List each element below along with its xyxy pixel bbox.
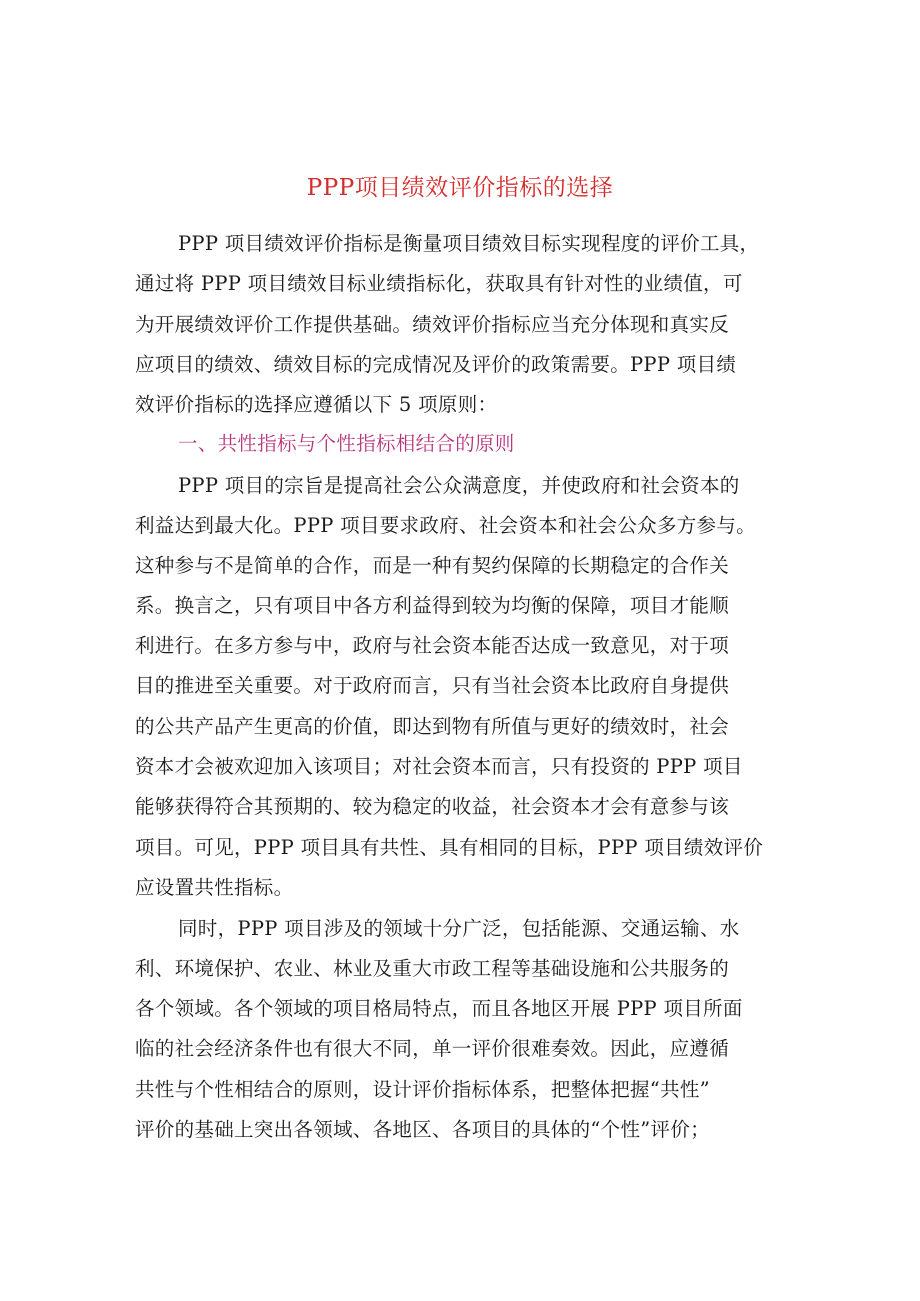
section-heading: 一、共性指标与个性指标相结合的原则 bbox=[178, 432, 515, 455]
paragraph2-line-4: 临的社会经济条件也有很大不同，单一评价很难奏效。因此，应遵循 bbox=[135, 1037, 730, 1060]
paragraph2-line-2: 利、环境保护、农业、林业及重大市政工程等基础设施和公共服务的 bbox=[135, 957, 730, 980]
paragraph2-line-6: 评价的基础上突出各领域、各地区、各项目的具体的“个性”评价； bbox=[135, 1118, 710, 1141]
intro-line-1: PPP 项目绩效评价指标是衡量项目绩效目标实现程度的评价工具， bbox=[178, 232, 760, 255]
paragraph1-line-7: 的公共产品产生更高的价值，即达到物有所值与更好的绩效时，社会 bbox=[135, 715, 730, 738]
paragraph1-line-3: 这种参与不是简单的合作，而是一种有契约保障的长期稳定的合作关 bbox=[135, 554, 730, 577]
paragraph1-line-5: 利进行。在多方参与中，政府与社会资本能否达成一致意见，对于项 bbox=[135, 634, 730, 657]
paragraph2-line-3: 各个领域。各个领域的项目格局特点，而且各地区开展 PPP 项目所面 bbox=[135, 997, 743, 1020]
intro-line-4: 应项目的绩效、绩效目标的完成情况及评价的政策需要。PPP 项目绩 bbox=[135, 353, 737, 376]
intro-line-5: 效评价指标的选择应遵循以下 5 项原则： bbox=[135, 393, 498, 416]
paragraph1-line-11: 应设置共性指标。 bbox=[135, 876, 294, 899]
paragraph2-line-1: 同时，PPP 项目涉及的领域十分广泛，包括能源、交通运输、水 bbox=[178, 917, 740, 940]
paragraph1-line-10: 项目。可见，PPP 项目具有共性、具有相同的目标，PPP 项目绩效评价 bbox=[135, 836, 764, 859]
paragraph1-line-4: 系。换言之，只有项目中各方利益得到较为均衡的保障，项目才能顺 bbox=[135, 594, 730, 617]
paragraph1-line-9: 能够获得符合其预期的、较为稳定的收益，社会资本才会有意参与该 bbox=[135, 795, 730, 818]
paragraph1-line-2: 利益达到最大化。PPP 项目要求政府、社会资本和社会公众多方参与。 bbox=[135, 514, 756, 537]
intro-line-3: 为开展绩效评价工作提供基础。绩效评价指标应当充分体现和真实反 bbox=[135, 313, 730, 336]
document-title: PPP项目绩效评价指标的选择 bbox=[306, 175, 614, 201]
paragraph2-line-5: 共性与个性相结合的原则，设计评价指标体系，把整体把握“共性” bbox=[135, 1078, 710, 1101]
paragraph1-line-8: 资本才会被欢迎加入该项目；对社会资本而言，只有投资的 PPP 项目 bbox=[135, 755, 743, 778]
paragraph1-line-6: 目的推进至关重要。对于政府而言，只有当社会资本比政府自身提供 bbox=[135, 674, 730, 697]
paragraph1-line-1: PPP 项目的宗旨是提高社会公众满意度，并使政府和社会资本的 bbox=[178, 474, 740, 497]
intro-line-2: 通过将 PPP 项目绩效目标业绩指标化，获取具有针对性的业绩值，可 bbox=[135, 272, 743, 295]
